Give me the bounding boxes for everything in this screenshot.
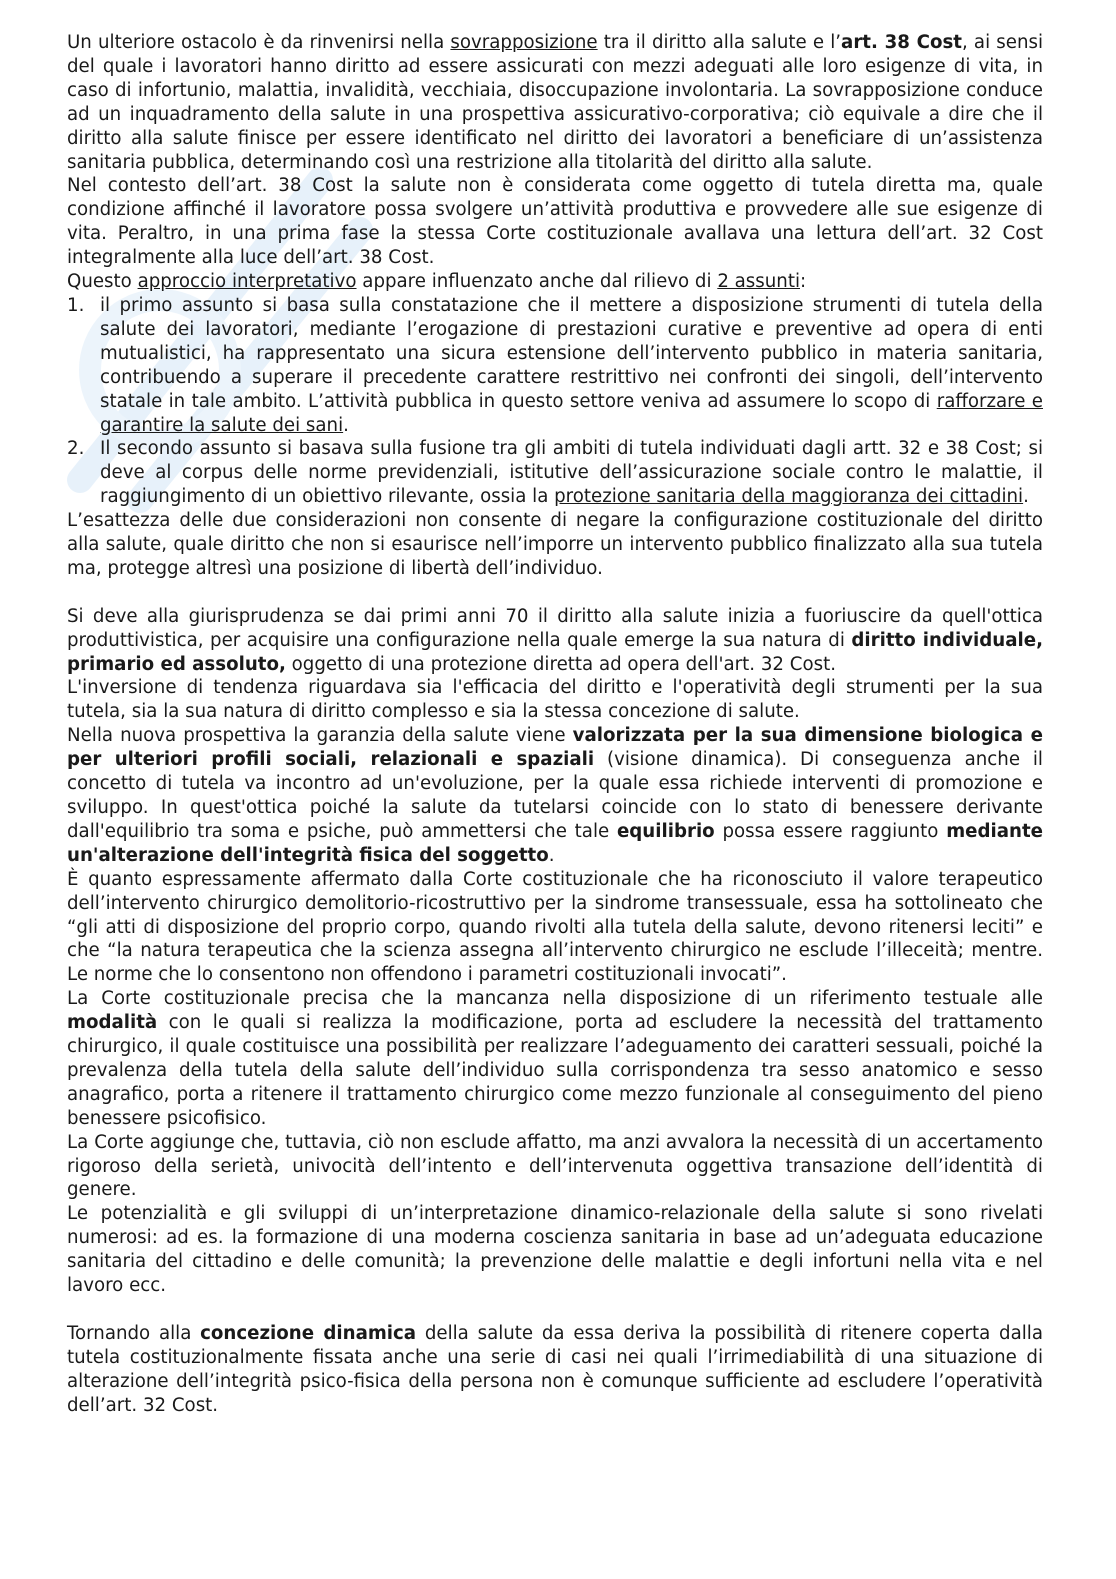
- underlined-text: 2 assunti: [717, 271, 800, 293]
- underlined-text: sovrapposizione: [450, 32, 598, 53]
- list-item-text: [100, 295, 1043, 436]
- text-run: Nel contesto dell’art. 38 Cost la salute non è considerata come oggetto di tutela diretta ma, quale condizione affinché il lavoratore possa svolgere un’attività produttiva e provvedere alle sue esigenze di vita. Peraltro, in una prima fase la stessa Corte costituzionale avallava una lettura dell’art. 32 Cost integralmente alla luce dell’art. 38 Cost.: [67, 175, 1043, 269]
- text-run: Le potenzialità e gli sviluppi di un’interpretazione dinamico-relazionale della salute si sono rivelati numerosi: ad es. la formazione di una moderna coscienza sanitaria in base ad un’adeguata educazione sanitaria del cittadino e delle comunità; la prevenzione delle malattie e degli infortuni nella vita e nel lavoro ecc.: [67, 1203, 1043, 1297]
- text-run: (visione dinamica). Di conseguenza anche il concetto di tutela va incontro ad un'evoluzione, per la quale essa richiede interventi di promozione e sviluppo. In quest'ottica poiché la salute da tutelarsi coincide con lo stato di benessere derivante dall'equilibrio tra soma e psiche, può ammettersi che tale: [67, 749, 1043, 842]
- text-run: Si deve alla giurisprudenza se dai primi anni 70 il diritto alla salute inizia a fuoriuscire da quell'ottica produttivistica, per acquisire una configurazione nella quale emerge la sua natura di: [67, 605, 1043, 651]
- text-run: con le quali si realizza la modificazione, porta ad escludere la necessità del trattamento chirurgico, il quale costituisce una possibilità per realizzare l’adeguamento dei caratteri sessuali, poiché la prevalenza della tutela della salute dell’individuo sulla corrispondenza tra sesso anatomico e sesso anagrafico, porta a ritenere il trattamento chirurgico come mezzo funzionale al conseguimento del pieno benessere psicofisico.: [67, 1012, 1043, 1129]
- assumptions-list: [67, 294, 1043, 509]
- text-run: È quanto espressamente affermato dalla Corte costituzionale che ha riconosciuto il valore terapeutico dell’intervento chirurgico demolitorio-ricostruttivo per la sindrome transessuale, essa ha sottolineato che “gli atti di disposizione del proprio corpo, quando rivolti alla tutela della salute, devono ritenersi leciti” e che “la natura terapeutica che la scienza assegna all’intervento chirurgico ne esclude l’illeceità; mentre. Le norme che lo consentono non offendono i parametri costituzionali invocati”.: [67, 868, 1043, 986]
- list-item-second-assumption: [67, 437, 1043, 509]
- bold-text: modalità: [67, 1012, 158, 1034]
- text-run: appare influenzato anche dal rilievo di: [356, 271, 718, 293]
- paragraph-court-adds: [67, 1131, 1043, 1203]
- text-run: Un ulteriore ostacolo è da rinvenirsi nella: [67, 32, 451, 53]
- list-number: 2.: [67, 438, 85, 460]
- document-page: [67, 31, 1043, 1418]
- paragraph-jurisprudence: [67, 605, 1043, 677]
- paragraph-inversion: [67, 676, 1043, 724]
- text-run: L’esattezza delle due considerazioni non consente di negare la configurazione costituzionale del diritto alla salute, quale diritto che non si esaurisce nell’imporre un intervento pubblico finalizzato alla sua tutela ma, protegge altresì una posizione di libertà dell’individuo.: [67, 510, 1043, 579]
- text-run: Nella nuova prospettiva la garanzia della salute viene: [67, 725, 573, 747]
- text-run: La Corte costituzionale precisa che la mancanza nella disposizione di un riferimento testuale alle: [67, 988, 1043, 1010]
- text-run: Tornando alla: [67, 1322, 201, 1344]
- paragraph-constitutional-court: [67, 868, 1043, 988]
- bold-text: mediante un'alterazione dell'integrità fisica del soggetto: [67, 820, 1043, 866]
- text-run: della salute da essa deriva la possibilità di ritenere coperta dalla tutela costituzionalmente fissata anche una serie di casi nei quali l’irrimediabilità di una situazione di alterazione dell’integrità psico-fisica della persona non è comunque sufficiente ad escludere l’operatività dell’art. 32 Cost.: [67, 1322, 1043, 1416]
- text-run: tra il diritto alla salute e l’: [597, 32, 842, 53]
- blank-line: [67, 581, 1043, 605]
- bold-text: diritto individuale, primario ed assoluto,: [67, 629, 1043, 675]
- underlined-text: protezione sanitaria della maggioranza dei cittadini: [554, 486, 1024, 508]
- bold-text: equilibrio: [616, 820, 715, 842]
- list-item-first-assumption: [67, 294, 1043, 437]
- text-run: il primo assunto si basa sulla constatazione che il mettere a disposizione strumenti di tutela della salute dei lavoratori, mediante l’erogazione di prestazioni curative e preventive ad opera di enti mutualistici, ha rappresentato una sicura estensione dell’intervento pubblico in materia sanitaria, contribuendo a superare il precedente carattere restrittivo nei confronti dei singoli, dell’intervento statale in tale ambito. L’attività pubblica in questo settore veniva ad assumere lo scopo di: [100, 294, 1043, 412]
- text-run: .: [548, 844, 555, 866]
- text-run: , ai sensi del quale i lavoratori hanno diritto ad essere assicurati con mezzi adeguati alle loro esigenze di vita, in caso di infortunio, malattia, invalidità, vecchiaia, disoccupazione involontaria. La sovrapposizione conduce ad un inquadramento della salute in una prospettiva assicurativo-corporativa; ciò equivale a dire che il diritto alla salute finisce per essere identificato nel diritto dei lavoratori a beneficiare di un’assistenza sanitaria pubblica, determinando così una restrizione alla titolarità del diritto alla salute.: [67, 32, 1044, 173]
- paragraph-art38-context: [67, 174, 1043, 270]
- text-run: possa essere raggiunto: [714, 820, 947, 842]
- text-run: .: [343, 414, 349, 436]
- bold-text: concezione dinamica: [200, 1322, 417, 1344]
- text-run: .: [1023, 486, 1029, 508]
- paragraph-dynamic-conception: [67, 1322, 1043, 1418]
- paragraph-exactness: [67, 509, 1043, 581]
- bold-text: art. 38 Cost: [841, 32, 962, 53]
- bold-text: valorizzata per la sua dimensione biologica e per ulteriori profili sociali, relazionali e spaziali: [67, 725, 1043, 771]
- paragraph-potentialities: [67, 1202, 1043, 1298]
- list-number: 1.: [67, 294, 85, 316]
- text-run: :: [800, 271, 807, 293]
- text-run: Questo: [67, 271, 138, 293]
- paragraph-new-perspective: [67, 724, 1043, 867]
- underlined-text: rafforzare e garantire la salute dei sani: [100, 390, 1043, 436]
- text-run: Il secondo assunto si basava sulla fusione tra gli ambiti di tutela individuati dagli artt. 32 e 38 Cost; si deve al corpus delle norme previdenziali, istitutive dell’assicurazione sociale contro le malattie, il raggiungimento di un obiettivo rilevante, ossia la: [100, 438, 1043, 508]
- paragraph-interpretive-approach: [67, 270, 1043, 294]
- list-item-text: [100, 438, 1043, 507]
- paragraph-court-clarifies: [67, 987, 1043, 1130]
- underlined-text: approccio interpretativo: [137, 271, 357, 293]
- text-run: oggetto di una protezione diretta ad opera dell'art. 32 Cost.: [285, 653, 836, 675]
- text-run: La Corte aggiunge che, tuttavia, ciò non esclude affatto, ma anzi avvalora la necessità di un accertamento rigoroso della serietà, univocità dell’intento e dell’intervenuta oggettiva transazione dell’identità di genere.: [67, 1131, 1043, 1201]
- paragraph-art38-overlap: [67, 31, 1043, 174]
- blank-line: [67, 1298, 1043, 1322]
- text-run: L'inversione di tendenza riguardava sia l'efficacia del diritto e l'operatività degli strumenti per la sua tutela, sia la sua natura di diritto complesso e sia la stessa concezione di salute.: [67, 677, 1043, 723]
